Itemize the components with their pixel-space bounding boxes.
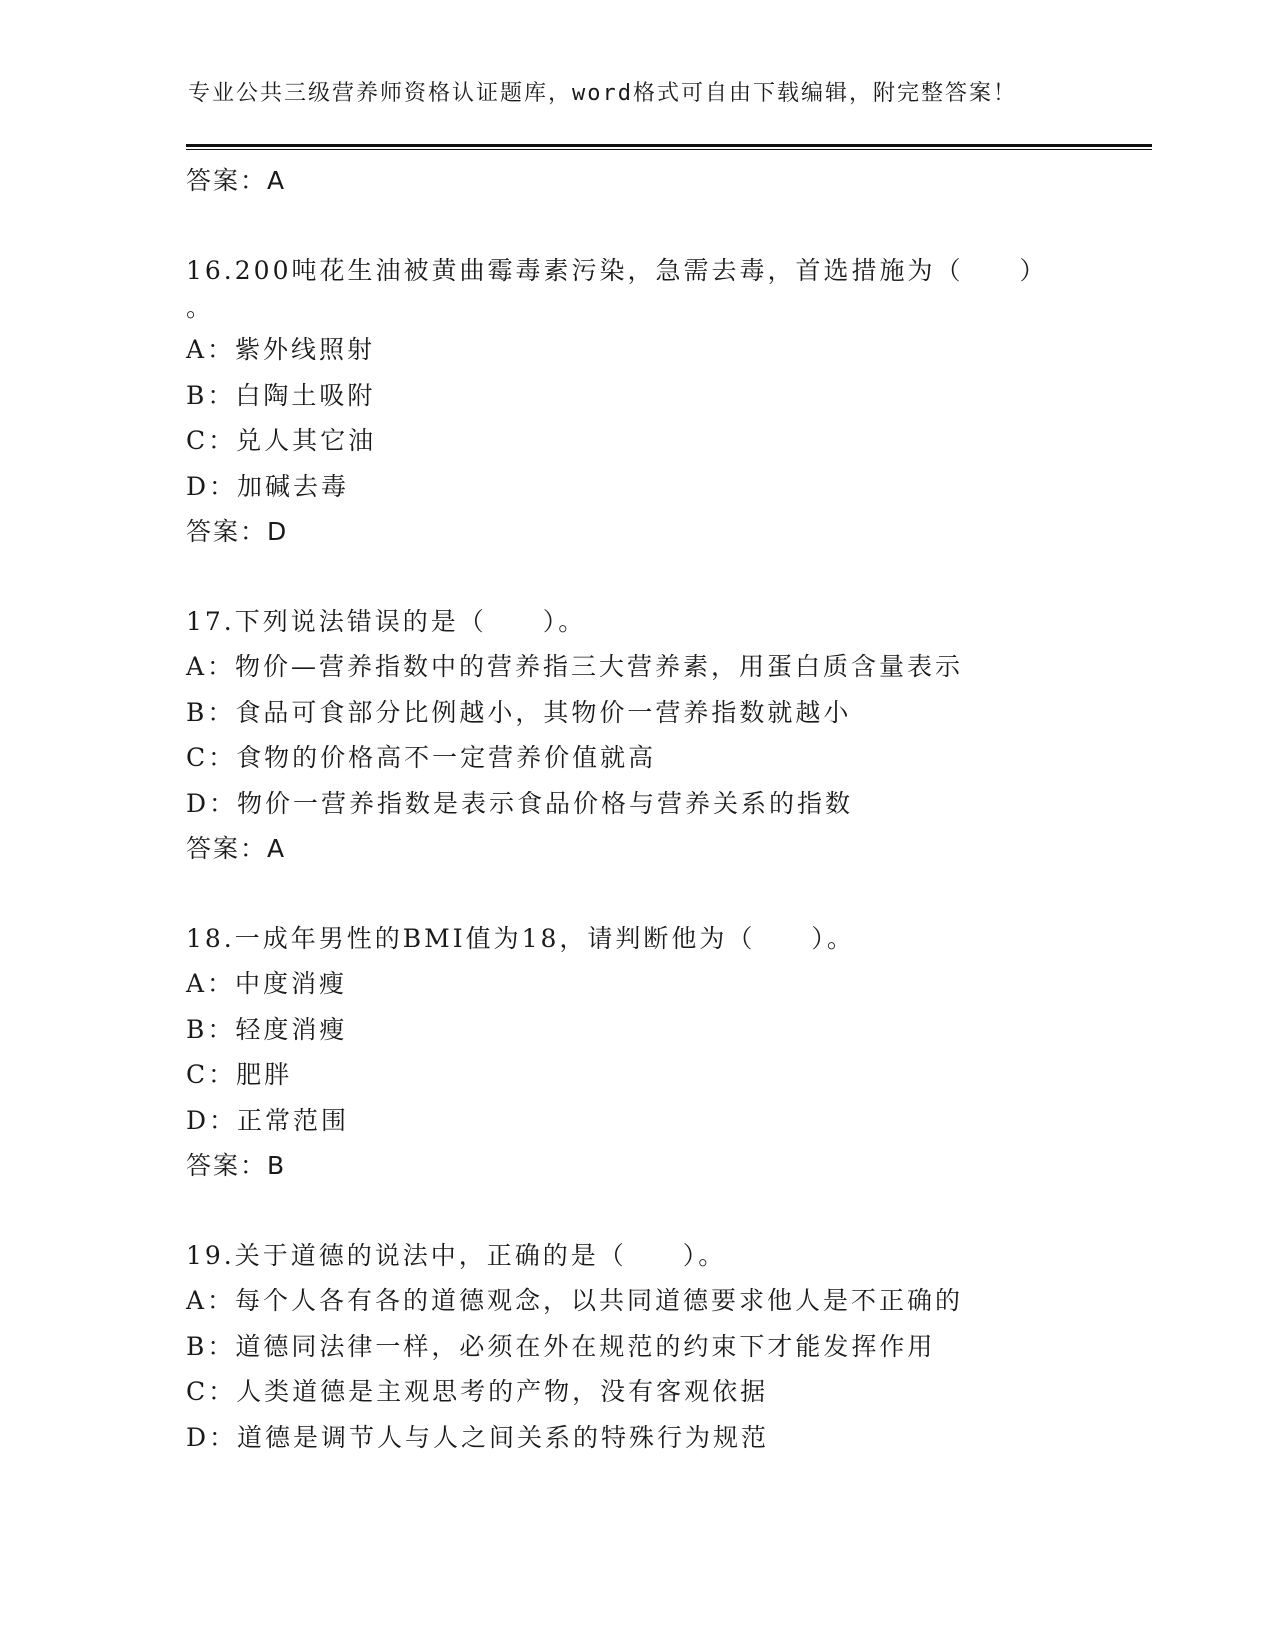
question-18-answer: 答案：B (186, 1151, 287, 1180)
question-16-stem: 16.200吨花生油被黄曲霉毒素污染，急需去毒，首选措施为（ ） (186, 255, 1048, 285)
question-19-option-d: D：道德是调节人与人之间关系的特殊行为规范 (186, 1422, 770, 1452)
question-content (186, 158, 1152, 1460)
question-19-option-c: C：人类道德是主观思考的产物，没有客观依据 (186, 1377, 769, 1406)
question-16-option-c: C：兑人其它油 (186, 426, 377, 455)
question-16-option-b: B：白陶土吸附 (186, 380, 376, 410)
question-18-option-c: C：肥胖 (186, 1060, 293, 1089)
question-19-option-a: A：每个人各有各的道德观念，以共同道德要求他人是不正确的 (186, 1286, 964, 1315)
question-17-option-a: A：物价—营养指数中的营养指三大营养素，用蛋白质含量表示 (186, 652, 964, 681)
question-19-option-b: B：道德同法律一样，必须在外在规范的约束下才能发挥作用 (186, 1331, 936, 1361)
spacer (186, 204, 1152, 248)
question-18-option-b: B：轻度消瘦 (186, 1014, 348, 1044)
question-16-answer: 答案：D (186, 517, 289, 546)
question-18-stem: 18.一成年男性的BMI值为18，请判断他为（ ）。 (186, 923, 855, 953)
question-17-option-d: D：物价一营养指数是表示食品价格与营养关系的指数 (186, 788, 854, 818)
header-rule-thin (186, 149, 1152, 150)
header-rule-thick (186, 144, 1152, 147)
question-17-answer: 答案：A (186, 834, 287, 863)
question-18-option-a: A：中度消瘦 (186, 969, 348, 998)
spacer (186, 1189, 1152, 1233)
spacer (186, 872, 1152, 916)
spacer (186, 555, 1152, 599)
previous-answer: 答案：A (186, 166, 287, 195)
question-16-option-d: D：加碱去毒 (186, 471, 350, 501)
question-16-stem-cont: 。 (186, 293, 215, 322)
question-17-option-b: B：食品可食部分比例越小，其物价一营养指数就越小 (186, 697, 852, 727)
question-19-stem: 19.关于道德的说法中，正确的是（ ）。 (186, 1240, 727, 1270)
page-header: 专业公共三级营养师资格认证题库，word格式可自由下载编辑，附完整答案！ (188, 81, 1017, 106)
question-18-option-d: D：正常范围 (186, 1105, 350, 1135)
question-17-option-c: C：食物的价格高不一定营养价值就高 (186, 743, 657, 772)
question-17-stem: 17.下列说法错误的是（ ）。 (186, 606, 587, 636)
question-16-option-a: A：紫外线照射 (186, 335, 376, 364)
